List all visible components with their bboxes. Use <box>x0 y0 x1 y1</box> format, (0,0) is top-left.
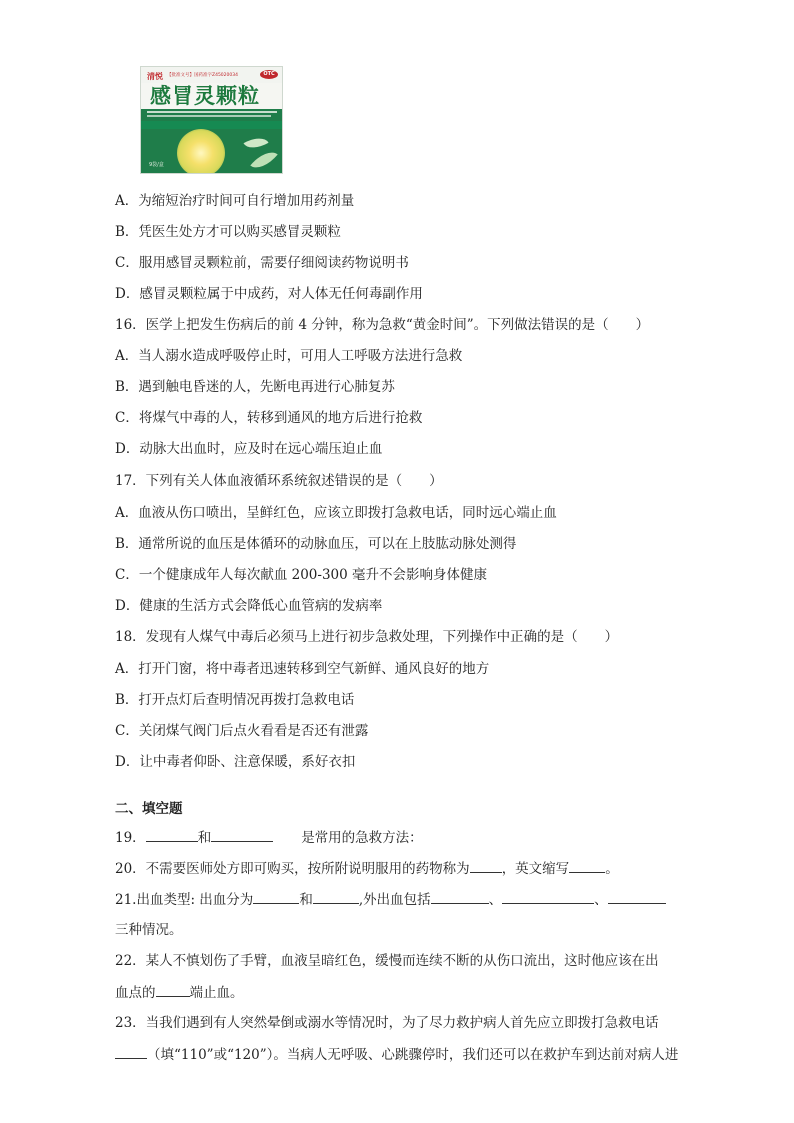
q17-option-c: C．一个健康成年人每次献血 200-300 毫升不会影响身体健康 <box>115 567 488 583</box>
medicine-name: 感冒灵颗粒 <box>150 84 260 108</box>
q21-text-a: 21.出血类型: 出血分为 <box>115 892 254 908</box>
q21-text-d: 、 <box>488 892 503 908</box>
q22-line-1: 22．某人不慎划伤了手臂，血液呈暗红色，缓慢而连续不断的从伤口流出，这时他应该在出 <box>115 953 659 969</box>
leaf-icon <box>243 132 268 153</box>
section-title: 二、填空题 <box>115 801 183 817</box>
answer-blank[interactable] <box>313 890 359 904</box>
q18-stem: 18．发现有人煤气中毒后必须马上进行初步急救处理，下列操作中正确的是（ ） <box>115 629 619 645</box>
q16-option-b: B．遇到触电昏迷的人，先断电再进行心肺复苏 <box>115 379 395 395</box>
answer-blank[interactable] <box>115 1045 147 1059</box>
package-size: 9袋/盒 <box>149 162 164 168</box>
medicine-brand: 清悦 <box>147 72 163 81</box>
q20-text-b: ，英文缩写 <box>501 861 570 877</box>
q20-text-a: 20．不需要医师处方即可购买，按所附说明服用的药物称为 <box>115 861 470 877</box>
q15-option-d: D．感冒灵颗粒属于中成药，对人体无任何毒副作用 <box>115 286 423 302</box>
q22-line-2 <box>115 983 244 1002</box>
answer-blank[interactable] <box>502 890 594 904</box>
q21-line-2: 三种情况。 <box>115 922 183 938</box>
q19-number: 19． <box>115 830 146 846</box>
q20-text-c: 。 <box>605 861 619 877</box>
answer-blank[interactable] <box>211 828 273 842</box>
medicine-box-image <box>140 66 283 174</box>
q21-text-c: ,外出血包括 <box>358 892 431 908</box>
answer-blank[interactable] <box>156 983 190 997</box>
answer-blank[interactable] <box>470 859 502 873</box>
q21-text-e: 、 <box>594 892 608 908</box>
answer-blank[interactable] <box>253 890 299 904</box>
q15-option-b: B．凭医生处方才可以购买感冒灵颗粒 <box>115 224 341 240</box>
otc-badge: OTC <box>260 70 278 79</box>
q19-line <box>115 828 423 847</box>
answer-blank[interactable] <box>608 890 666 904</box>
box-description-text <box>147 115 271 117</box>
box-description-text <box>147 111 277 113</box>
leaf-icon <box>250 146 277 174</box>
q18-option-a: A．打开门窗，将中毒者迅速转移到空气新鲜、通风良好的地方 <box>115 661 490 677</box>
answer-blank[interactable] <box>431 890 489 904</box>
answer-blank[interactable] <box>146 828 198 842</box>
q16-option-d: D．动脉大出血时，应及时在远心端压迫止血 <box>115 441 383 457</box>
q21-line <box>115 890 666 909</box>
q17-option-b: B．通常所说的血压是体循环的动脉血压，可以在上肢肱动脉处测得 <box>115 536 517 552</box>
q17-stem: 17．下列有关人体血液循环系统叙述错误的是（ ） <box>115 473 443 489</box>
q20-line <box>115 859 619 878</box>
q18-option-d: D．让中毒者仰卧、注意保暖，系好衣扣 <box>115 754 356 770</box>
box-stripe <box>141 121 282 129</box>
q17-option-d: D．健康的生活方式会降低心血管病的发病率 <box>115 598 383 614</box>
q16-option-a: A．当人溺水造成呼吸停止时，可用人工呼吸方法进行急救 <box>115 348 463 364</box>
q22-text-b: 端止血。 <box>189 985 244 1001</box>
q22-text-a: 血点的 <box>115 985 156 1001</box>
q18-option-c: C．关闭煤气阀门后点火看看是否还有泄露 <box>115 723 369 739</box>
q15-option-c: C．服用感冒灵颗粒前，需要仔细阅读药物说明书 <box>115 255 409 271</box>
q19-connector: 和 <box>197 830 212 846</box>
q18-option-b: B．打开点灯后查明情况再拨打急救电话 <box>115 692 355 708</box>
q16-stem: 16．医学上把发生伤病后的前 4 分钟，称为急救“黄金时间”。下列做法错误的是（ ） <box>115 317 650 333</box>
q23-line-2 <box>115 1045 678 1064</box>
sun-graphic-icon <box>177 129 225 174</box>
q15-option-a: A．为缩短治疗时间可自行增加用药剂量 <box>115 193 355 209</box>
q23-text-b: （填“110”或“120”）。当病人无呼吸、心跳骤停时，我们还可以在救护车到达前对病人进 <box>147 1047 679 1063</box>
answer-blank[interactable] <box>569 859 605 873</box>
q16-option-c: C．将煤气中毒的人，转移到通风的地方后进行抢救 <box>115 410 423 426</box>
q21-text-b: 和 <box>299 892 313 908</box>
q17-option-a: A．血液从伤口喷出，呈鲜红色，应该立即拨打急救电话，同时远心端止血 <box>115 505 557 521</box>
q23-line-1: 23．当我们遇到有人突然晕倒或溺水等情况时，为了尽力救护病人首先应立即拨打急救电话 <box>115 1015 659 1031</box>
medicine-approval-number: 【批准文号】国药准字Z45020034 <box>167 73 238 78</box>
q19-tail: 是常用的急救方法： <box>301 830 423 846</box>
